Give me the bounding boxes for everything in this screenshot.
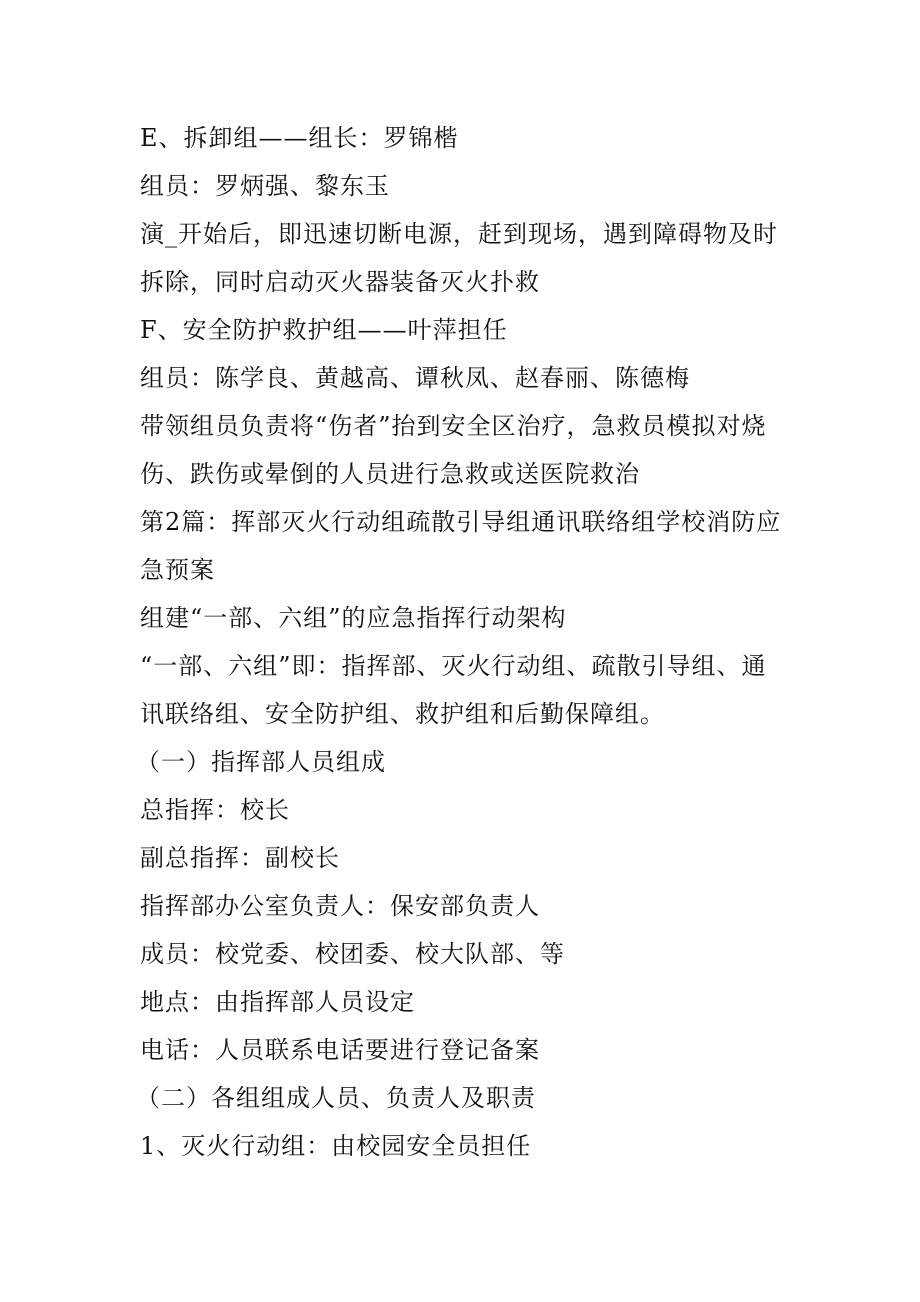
- text-line-location: 地点：由指挥部人员设定: [140, 988, 415, 1016]
- text-line-structure-def-1: “一部、六组”即：指挥部、灭火行动组、疏散引导组、通: [140, 652, 767, 680]
- text-line-office-head: 指挥部办公室负责人：保安部负责人: [140, 892, 540, 920]
- text-line-structure-def-2: 讯联络组、安全防护组、救护组和后勤保障组。: [140, 700, 665, 728]
- text-line-group-e-duty-2: 拆除，同时启动灭火器装备灭火扑救: [140, 268, 540, 296]
- text-line-group-f-duty-2: 伤、跌伤或晕倒的人员进行急救或送医院救治: [140, 460, 640, 488]
- text-line-structure-intro: 组建“一部、六组”的应急指挥行动架构: [140, 604, 567, 632]
- text-line-group-f-duty-1: 带领组员负责将“伤者”抬到安全区治疗，急救员模拟对烧: [140, 412, 767, 440]
- section-heading-command: （一）指挥部人员组成: [136, 748, 386, 776]
- text-line-chapter-title-2: 急预案: [140, 556, 215, 584]
- text-line-group-f-heading: F、安全防护救护组——叶萍担任: [140, 316, 508, 344]
- text-line-commander: 总指挥：校长: [140, 796, 290, 824]
- text-line-chapter-title-1: 第2篇：挥部灭火行动组疏散引导组通讯联络组学校消防应: [140, 508, 782, 536]
- text-line-group-e-duty-1: 演_开始后，即迅速切断电源，赶到现场，遇到障碍物及时: [140, 220, 778, 248]
- text-line-deputy-commander: 副总指挥：副校长: [140, 844, 340, 872]
- text-line-fire-team: 1、灭火行动组：由校园安全员担任: [140, 1132, 532, 1160]
- text-line-group-e-members: 组员：罗炳强、黎东玉: [140, 172, 390, 200]
- section-heading-groups: （二）各组组成人员、负责人及职责: [136, 1084, 536, 1112]
- text-line-phone: 电话：人员联系电话要进行登记备案: [140, 1036, 540, 1064]
- text-line-members: 成员：校党委、校团委、校大队部、等: [140, 940, 565, 968]
- document-body: [136, 114, 790, 1170]
- text-line-group-e-heading: E、拆卸组——组长：罗锦楷: [140, 124, 459, 152]
- text-line-group-f-members: 组员：陈学良、黄越高、谭秋凤、赵春丽、陈德梅: [140, 364, 690, 392]
